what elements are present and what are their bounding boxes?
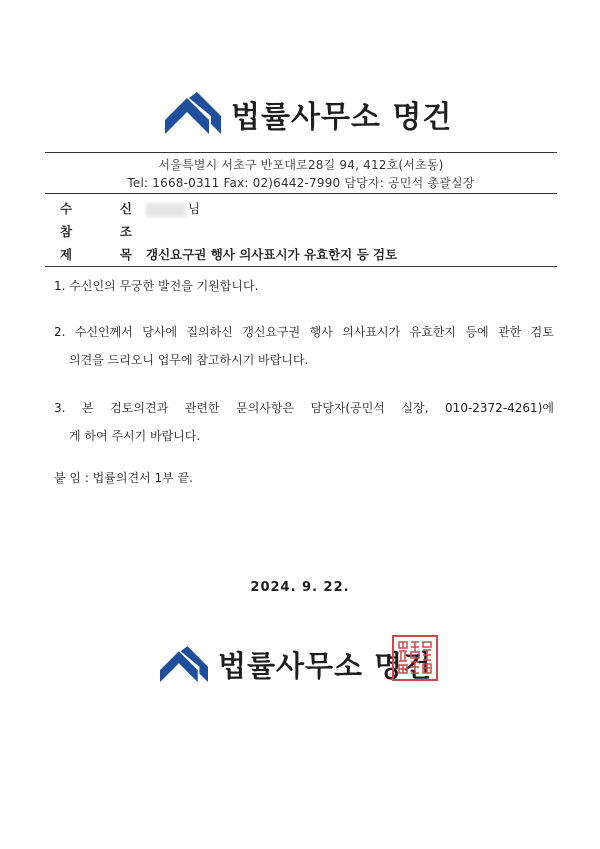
- firm-name-footer: 법률사무소 명건: [218, 649, 433, 683]
- paragraph-3-line-2: 게 하여 주시기 바랍니다.: [69, 429, 201, 443]
- address-divider: [45, 193, 557, 194]
- firm-seal-icon: [392, 635, 438, 681]
- firm-contact: Tel: 1668-0311 Fax: 02)6442-7990 담당자: 공민석 총괄실장: [127, 176, 475, 190]
- reference-row: [60, 222, 132, 240]
- paragraph-3: [54, 394, 554, 450]
- subject-value: 갱신요구권 행사 의사표시가 유효한지 등 검토: [146, 247, 398, 262]
- paragraph-2-line-1: 2. 수신인께서 당사에 질의하신 갱신요구권 행사 의사표시가 유효한지 등에 관한 검토: [54, 325, 554, 339]
- recipient-label: 수 신: [60, 201, 132, 216]
- paragraph-2: [54, 318, 554, 374]
- recipient-value: 님: [146, 199, 200, 217]
- subject-row: [60, 245, 397, 263]
- paragraph-1: 1. 수신인의 무궁한 발전을 기원합니다.: [54, 279, 259, 293]
- reference-label: 참 조: [60, 224, 132, 239]
- firm-address: 서울특별시 서초구 반포대로28길 94, 412호(서초동): [158, 158, 444, 172]
- document-date: 2024. 9. 22.: [250, 580, 350, 595]
- subject-label: 제 목: [60, 247, 132, 262]
- recipient-row: [60, 199, 200, 217]
- firm-logo-icon: [160, 646, 208, 684]
- meta-divider: [45, 266, 557, 267]
- attachment-line: 붙 임 : 법률의견서 1부 끝.: [54, 471, 193, 485]
- header-divider: [45, 152, 557, 153]
- header-logo: [165, 92, 452, 136]
- paragraph-2-line-2: 의견을 드리오니 업무에 참고하시기 바랍니다.: [69, 353, 309, 367]
- paragraph-3-line-1: 3. 본 검토의견과 관련한 문의사항은 담당자(공민석 실장, 010-2372-4261)에: [54, 401, 554, 415]
- firm-name: 법률사무소 명건: [231, 100, 453, 135]
- redacted-recipient: [146, 203, 186, 217]
- firm-logo-icon: [165, 92, 221, 136]
